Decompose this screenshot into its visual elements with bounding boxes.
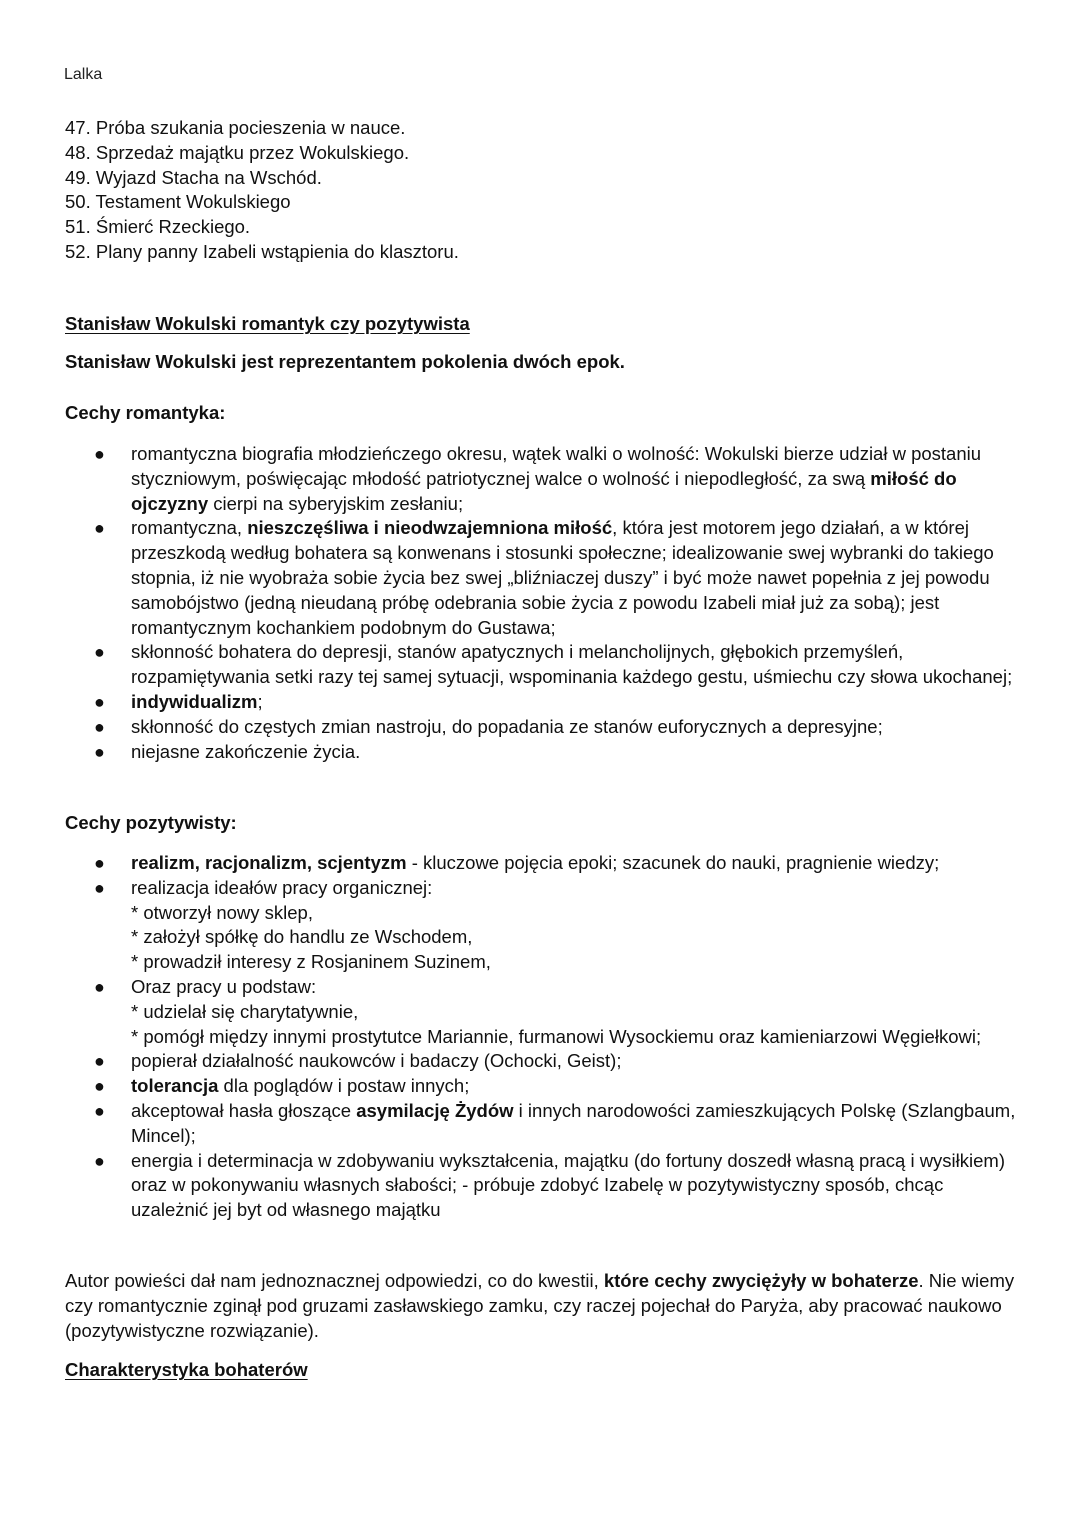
bullet-icon: ● xyxy=(94,853,105,873)
positivist-list xyxy=(94,851,1021,1223)
bullet-icon: ● xyxy=(94,1100,105,1121)
list-item: 52. Plany panny Izabeli wstąpienia do klasztoru. xyxy=(65,240,459,262)
list-item: ● romantyczna biografia młodzieńczego okresu, wątek walki o wolność: Wokulski bierze udział w postaniu styczniowym, poświęcając młodość patriotycznej walce o wolność i niepodległość, za swą miłość do ojczyzny cierpi na syberyjskim zesłaniu; xyxy=(94,443,982,514)
bullet-icon: ● xyxy=(94,741,105,762)
bullet-icon: ● xyxy=(94,691,105,712)
list-item: ● skłonność bohatera do depresji, stanów apatycznych i melancholijnych, głębokich przemyśleń, rozpamiętywania setki razy tej samej sytuacji, wspominania każdego gestu, uśmiechu czy słowa ukochanej; xyxy=(94,641,1013,688)
list-item: ● realizacja ideałów pracy organicznej: * otworzył nowy sklep, * założył spółkę do handlu ze Wschodem, * prowadził interesy z Rosjaninem Suzinem, xyxy=(94,876,491,973)
numbered-list xyxy=(65,116,459,265)
romantic-heading: Cechy romantyka: xyxy=(65,402,226,423)
bullet-icon: ● xyxy=(94,716,105,737)
list-item: 48. Sprzedaż majątku przez Wokulskiego. xyxy=(65,141,410,163)
list-item: ● romantyczna, nieszczęśliwa i nieodwzajemniona miłość, która jest motorem jego działań, a w której przeszkodą według bohatera są konwenans i stosunki społeczne; idealizowanie swej wybranki do takiego stopnia, iż nie wyobraża sobie życia bez swej „bliźniaczej duszy” i być może nawet popełnia z jej powodu samobójstwo (jedną nieudaną próbę odebrania sobie życia z powodu Izabeli miał już za sobą); jest romantycznym kochankiem podobnym do Gustawa; xyxy=(94,517,994,638)
document-header: Lalka xyxy=(64,66,103,83)
list-item: 47. Próba szukania pocieszenia w nauce. xyxy=(65,117,406,138)
bullet-icon: ● xyxy=(94,518,105,539)
list-item: 49. Wyjazd Stacha na Wschód. xyxy=(65,166,322,188)
list-item: ● tolerancja dla poglądów i postaw innych; xyxy=(131,1074,1021,1099)
list-item: ● indywidualizm; xyxy=(131,690,1021,715)
list-item: 51. Śmierć Rzeckiego. xyxy=(65,216,251,238)
list-item: ● niejasne zakończenie życia. xyxy=(131,740,1021,765)
section-intro: Stanisław Wokulski jest reprezentantem pokolenia dwóch epok. xyxy=(65,351,625,372)
bullet-icon: ● xyxy=(94,1051,105,1072)
list-item: ● akceptował hasła głoszące asymilację Żydów i innych narodowości zamieszkujących Polskę (Szlangbaum, Mincel); xyxy=(94,1099,1016,1146)
section-heading-characters: Charakterystyka bohaterów xyxy=(65,1359,308,1380)
bullet-icon: ● xyxy=(94,642,105,663)
section-heading-wokulski: Stanisław Wokulski romantyk czy pozytywista xyxy=(65,313,470,334)
list-item: ● popierał działalność naukowców i badaczy (Ochocki, Geist); xyxy=(131,1049,1021,1074)
bullet-icon: ● xyxy=(94,444,105,464)
list-item: ● realizm, racjonalizm, scjentyzm - kluczowe pojęcia epoki; szacunek do nauki, pragnienie wiedzy; xyxy=(131,851,1021,876)
bullet-icon: ● xyxy=(94,1150,105,1171)
list-item: ● energia i determinacja w zdobywaniu wykształcenia, majątku (do fortuny doszedł własną pracą i wysiłkiem) oraz w pokonywaniu własnych słabości; - próbuje zdobyć Izabelę w pozytywistyczny sposób, chcąc uzależnić jej byt od własnego majątku xyxy=(94,1149,1005,1221)
bullet-icon: ● xyxy=(94,1076,105,1097)
list-item: 50. Testament Wokulskiego xyxy=(65,191,291,213)
bullet-icon: ● xyxy=(94,976,105,997)
list-item: ● skłonność do częstych zmian nastroju, do popadania ze stanów euforycznych a depresyjne; xyxy=(131,715,1021,740)
bullet-icon: ● xyxy=(94,877,105,898)
romantic-list xyxy=(94,442,1021,764)
conclusion-paragraph: Autor powieści dał nam jednoznacznej odpowiedzi, co do kwestii, które cechy zwyciężyły w bohaterze. Nie wiemy czy romantycznie zginął pod gruzami zasławskiego zamku, czy raczej pojechał do Paryża, aby pracować naukowo (pozytywistyczne rozwiązanie). xyxy=(65,1270,1015,1341)
list-item: ● Oraz pracy u podstaw: * udzielał się charytatywnie, * pomógł między innymi prostytutce Mariannie, furmanowi Wysockiemu oraz kamieniarzowi Węgiełkowi; xyxy=(94,975,982,1047)
positivist-heading: Cechy pozytywisty: xyxy=(65,812,237,833)
